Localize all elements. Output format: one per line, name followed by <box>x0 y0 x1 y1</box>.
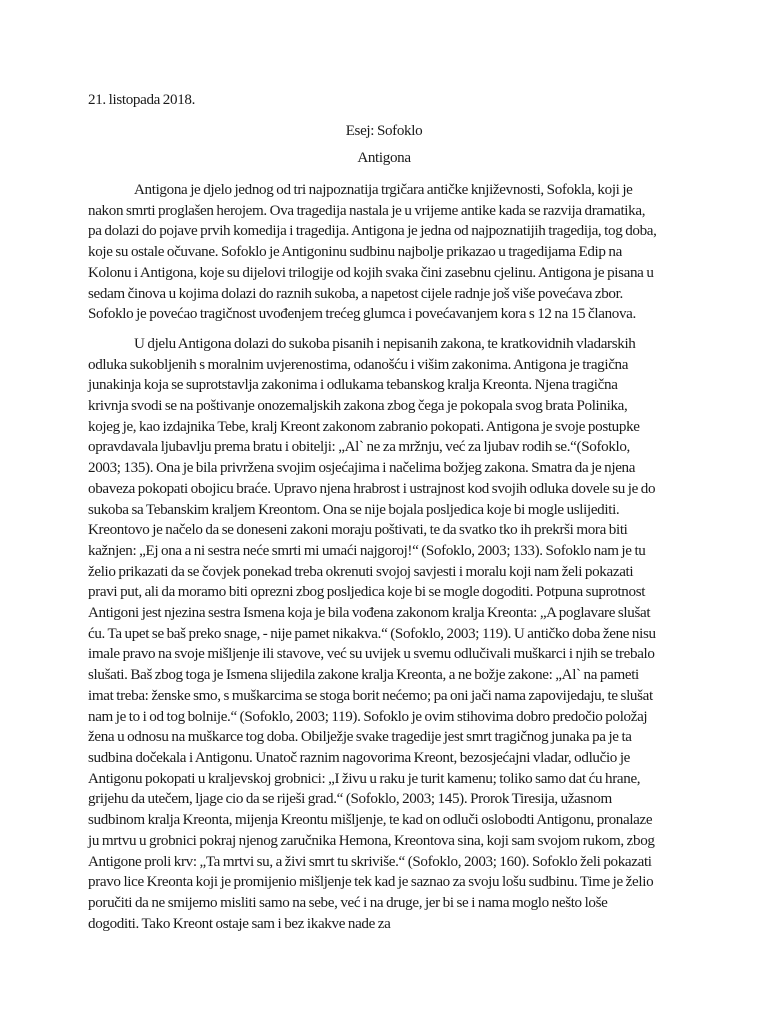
essay-body <box>88 180 658 943</box>
work-title: Antigona <box>357 150 411 166</box>
document-date: 21. listopada 2018. <box>88 92 196 108</box>
paragraph-intro: Antigona je djelo jednog od tri najpoznatija trgičara antičke književnosti, Sofokla, koji je nakon smrti proglašen herojem. Ova tragedija nastala je u vrijeme antike kada se razvija dramatika, pa dolazi do pojave prvih komedija i tragedija. Antigona je jedna od najpoznatijih tragedija, tog doba, koje su ostale očuvane. Sofoklo je Antigoninu sudbinu najbolje prikazao u tragedijama Edip na Kolonu i Antigona, koje su dijelovi trilogije od kojih svaka čini zasebnu cjelinu. Antigona je pisana u sedam činova u kojima dolazi do raznih sukoba, a napetost cijele radnje još više povećava zbor. Sofoklo je povećao tragičnost uvođenjem trećeg glumca i povećavanjem kora s 12 na 15 članova. <box>88 182 657 323</box>
essay-title: Esej: Sofoklo <box>345 123 423 139</box>
paragraph-analysis: U djelu Antigona dolazi do sukoba pisanih i nepisanih zakona, te kratkovidnih vladarskih odluka sukobljenih s moralnim uvjerenostima, odanošću i višim zakonima. Antigona je tragična junakinja koja se suprotstavlja zakonima i odlukama tebanskog kralja Kreonta. Njena tragična krivnja svodi se na poštivanje onozemaljskih zakona zbog čega je pokopala svog brata Polinika, kojeg je, kao izdajnika Tebe, kralj Kreont zakonom zabranio pokopati. Antigona je svoje postupke opravdavala ljubavlju prema bratu i obitelji: „Al` ne za mržnju, već za ljubav rodih se.“(Sofoklo, 2003; 135). Ona je bila privržena svojim osjećajima i načelima božjeg zakona. Smatra da je njena obaveza pokopati obojicu braće. Upravo njena hrabrost i ustrajnost kod svojih odluka dovele su je do sukoba sa Tebanskim kraljem Kreontom. Ona se nije bojala posljedica koje bi mogle uslijediti. Kreontovo je načelo da se doneseni zakoni moraju poštivati, te da svatko tko ih prekrši mora biti kažnjen: „Ej ona a ni sestra neće smrti mi umaći najgoroj!“ (Sofoklo, 2003; 133). Sofoklo nam je tu želio prikazati da se čovjek ponekad treba okrenuti svojoj savjesti i moralu koji nam želi pokazati pravi put, ali da moramo biti oprezni zbog posljedica koje bi se mogle dogoditi. Potpuna suprotnost Antigoni jest njezina sestra Ismena koja je bila vođena zakonom kralja Kreonta: „A poglavare slušat ću. Ta upet se baš preko snage, - nije pamet nikakva.“ (Sofoklo, 2003; 119). U antičko doba žene nisu imale pravo na svoje mišljenje ili stavove, već su uvijek u svemu odlučivali muškarci i njih se trebalo slušati. Baš zbog toga je Ismena slijedila zakone kralja Kreonta, a ne božje zakone: „Al` na pameti imat treba: ženske smo, s muškarcima se stoga borit nećemo; pa oni jači nama zapovijedaju, te slušat nam je to i od tog bolnije.“ (Sofoklo, 2003; 119). Sofoklo je ovim stihovima dobro predočio položaj žena u odnosu na muškarce tog doba. Obilježje svake tragedije jest smrt tragičnog junaka pa je ta sudbina dočekala i Antigonu. Unatoč raznim nagovorima Kreont, bezosjećajni vladar, odlučio je Antigonu pokopati u kraljevskoj grobnici: „I živu u raku je turit kamenu; toliko samo dat ću hrane, grijehu da utečem, ljage cio da se riješi grad.“ (Sofoklo, 2003; 145). Prorok Tiresija, užasnom sudbinom kralja Kreonta, mijenja Kreontu mišljenje, te kad on odluči oslobodti Antigonu, pronalaze ju mrtvu u grobnici pokraj njenog zaručnika Hemona, Kreontova sina, koji sam svojom rukom, zbog Antigone proli krv: „Ta mrtvi su, a živi smrt tu skriviše.“ (Sofoklo, 2003; 160). Sofoklo želi pokazati pravo lice Kreonta koji je promijenio mišljenje tek kad je saznao za svoju lošu sudbinu. Time je želio poručiti da ne smijemo misliti samo na sebe, već i na druge, jer bi se i nama moglo nešto loše dogoditi. Tako Kreont ostaje sam i bez ikakve nade za <box>88 335 656 932</box>
